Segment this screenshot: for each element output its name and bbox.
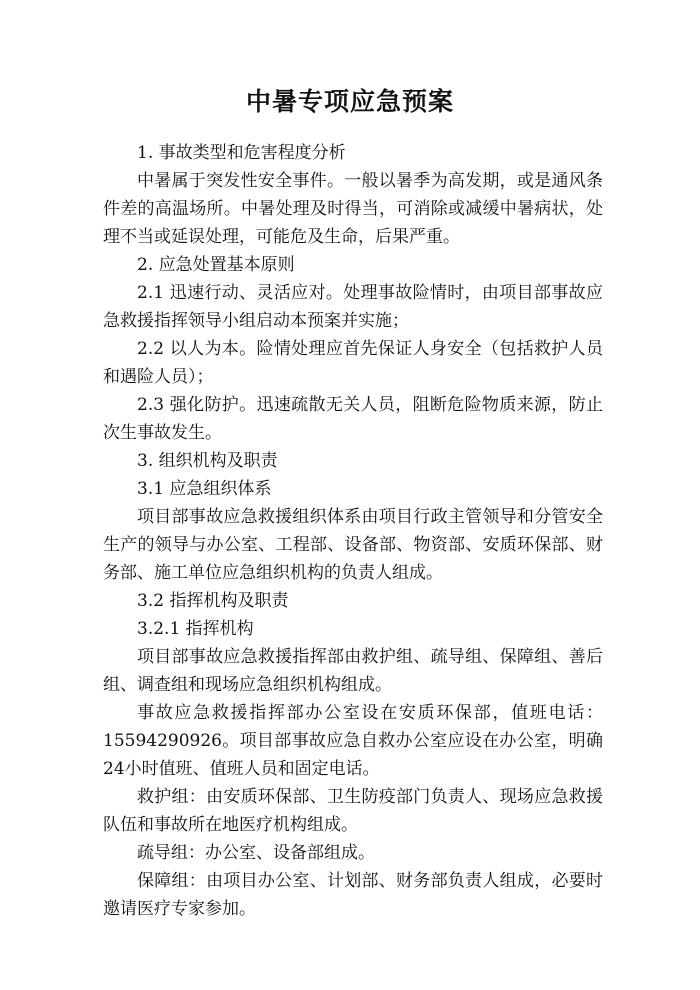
paragraph: 救护组：由安质环保部、卫生防疫部门负责人、现场应急救援队伍和事故所在地医疗机构组成。 — [103, 787, 603, 835]
document-body — [103, 139, 603, 923]
section-heading: 1. 事故类型和危害程度分析 — [137, 143, 346, 163]
document-title: 中暑专项应急预案 — [245, 87, 454, 116]
paragraph: 项目部事故应急救援指挥部由救护组、疏导组、保障组、善后组、调查组和现场应急组织机构组成。 — [103, 647, 603, 695]
paragraph: 项目部事故应急救援组织体系由项目行政主管领导和分管安全生产的领导与办公室、工程部、设备部、物资部、安质环保部、财务部、施工单位应急组织机构的负责人组成。 — [103, 507, 603, 583]
subsection-heading: 3.2 指挥机构及职责 — [137, 591, 289, 611]
paragraph: 疏导组：办公室、设备部组成。 — [137, 843, 375, 863]
section-heading: 3. 组织机构及职责 — [137, 451, 278, 471]
paragraph: 2.1 迅速行动、灵活应对。处理事故险情时，由项目部事故应急救援指挥领导小组启动本预案并实施； — [103, 283, 603, 331]
subsection-heading: 3.1 应急组织体系 — [137, 479, 272, 499]
paragraph: 保障组：由项目办公室、计划部、财务部负责人组成，必要时邀请医疗专家参加。 — [103, 871, 603, 919]
paragraph: 事故应急救援指挥部办公室设在安质环保部，值班电话：15594290926。项目部事故应急自救办公室应设在办公室，明确24小时值班、值班人员和固定电话。 — [103, 703, 603, 779]
paragraph: 2.3 强化防护。迅速疏散无关人员，阻断危险物质来源，防止次生事故发生。 — [103, 395, 603, 443]
subsection-heading: 3.2.1 指挥机构 — [137, 619, 254, 639]
paragraph: 中暑属于突发性安全事件。一般以暑季为高发期，或是通风条件差的高温场所。中暑处理及时得当，可消除或减缓中暑病状，处理不当或延误处理，可能危及生命，后果严重。 — [103, 171, 603, 247]
section-heading: 2. 应急处置基本原则 — [137, 255, 295, 275]
paragraph: 2.2 以人为本。险情处理应首先保证人身安全（包括救护人员和遇险人员）； — [103, 339, 603, 387]
